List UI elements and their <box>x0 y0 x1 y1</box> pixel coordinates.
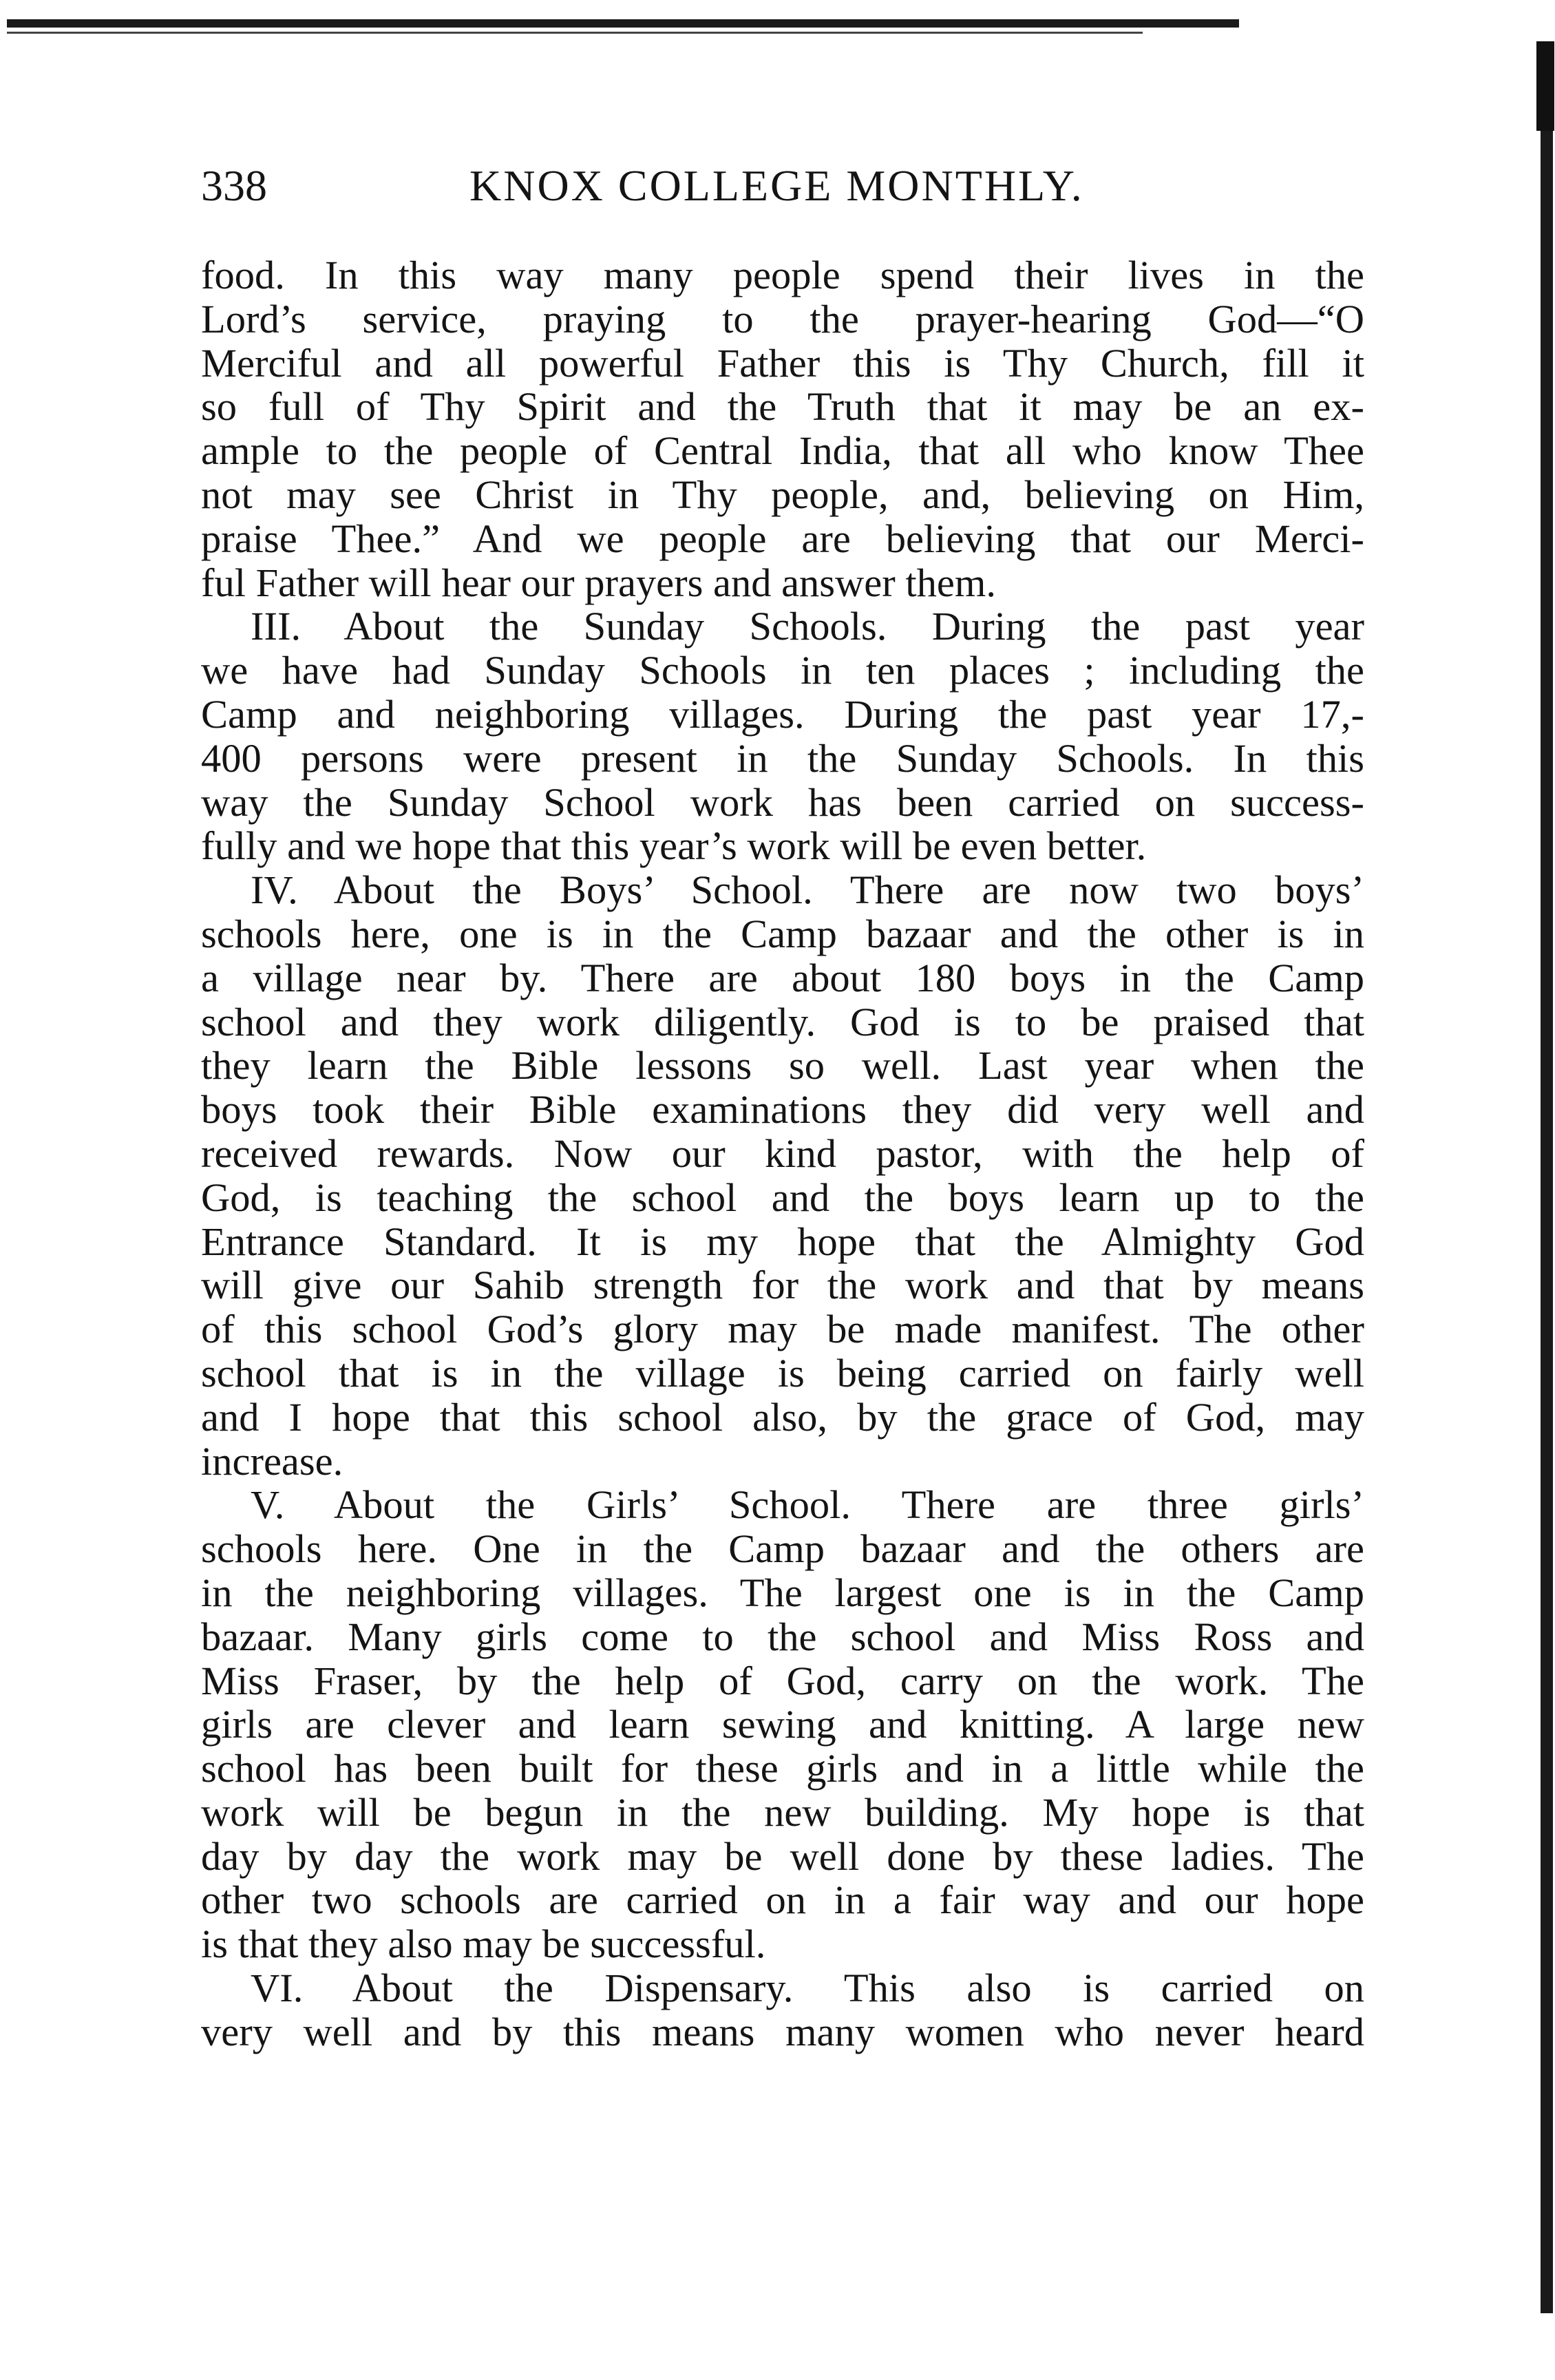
text-line: IV. About the Boys’ School. There are now two boys’ <box>251 867 1364 913</box>
text-line: III. About the Sunday Schools. During the past year <box>251 604 1364 649</box>
text-line: Camp and neighboring villages. During the past year 17,- <box>201 691 1364 737</box>
text-line: so full of Thy Spirit and the Truth that it may be an ex- <box>201 384 1364 430</box>
text-line: way the Sunday School work has been carried on success- <box>201 779 1364 825</box>
text-line: Entrance Standard. It is my hope that the Almighty God <box>201 1219 1364 1264</box>
text-line: received rewards. Now our kind pastor, with the help of <box>201 1130 1364 1176</box>
text-line: of this school God’s glory may be made manifest. The other <box>201 1307 1364 1352</box>
top-rule-thin <box>7 32 1143 34</box>
text-line: ample to the people of Central India, that all who know Thee <box>201 428 1364 474</box>
text-line: schools here. One in the Camp bazaar and the others are <box>201 1526 1364 1572</box>
text-line: V. About the Girls’ School. There are three girls’ <box>251 1482 1364 1528</box>
text-line: VI. About the Dispensary. This also is carried on <box>251 1966 1364 2011</box>
text-line: fully and we hope that this year’s work will be even better. <box>201 823 1147 869</box>
text-line: Merciful and all powerful Father this is Thy Church, fill it <box>201 340 1364 386</box>
text-line: work will be begun in the new building. My hope is that <box>201 1789 1364 1835</box>
top-rule <box>7 19 1239 28</box>
text-line: God, is teaching the school and the boys learn up to the <box>201 1175 1364 1220</box>
text-line: and I hope that this school also, by the grace of God, may <box>201 1394 1364 1440</box>
text-line: other two schools are carried on in a fair way and our hope <box>201 1877 1364 1923</box>
body-text <box>201 253 1364 2054</box>
text-line: will give our Sahib strength for the work and that by means <box>201 1263 1364 1308</box>
text-line: we have had Sunday Schools in ten places ; including the <box>201 648 1364 693</box>
page-header <box>201 155 1364 217</box>
text-line: Lord’s service, praying to the prayer-hearing God—“O <box>201 296 1364 341</box>
text-line: very well and by this means many women who never heard <box>201 2009 1364 2054</box>
text-line: girls are clever and learn sewing and knitting. A large new <box>201 1702 1364 1747</box>
text-line: school that is in the village is being carried on fairly well <box>201 1350 1364 1396</box>
text-line: they learn the Bible lessons so well. Last year when the <box>201 1043 1364 1088</box>
text-line: school has been built for these girls and in a little while the <box>201 1746 1364 1791</box>
text-line: Miss Fraser, by the help of God, carry on the work. The <box>201 1658 1364 1703</box>
text-line: bazaar. Many girls come to the school and Miss Ross and <box>201 1614 1364 1659</box>
text-line: boys took their Bible examinations they did very well and <box>201 1087 1364 1133</box>
text-line: day by day the work may be well done by these ladies. The <box>201 1833 1364 1879</box>
page-edge-shadow <box>1541 41 1553 2313</box>
text-line: ful Father will hear our prayers and answer them. <box>201 560 996 605</box>
text-line: increase. <box>201 1438 343 1484</box>
text-line: food. In this way many people spend their lives in the <box>201 253 1364 297</box>
text-line: not may see Christ in Thy people, and, believing on Him, <box>201 472 1364 517</box>
text-line: school and they work diligently. God is to be praised that <box>201 999 1364 1044</box>
text-line: schools here, one is in the Camp bazaar and the other is in <box>201 911 1364 956</box>
text-line: a village near by. There are about 180 boys in the Camp <box>201 955 1364 1000</box>
text-line: is that they also may be successful. <box>201 1921 766 1967</box>
page-number: 338 <box>201 161 267 210</box>
text-line: in the neighboring villages. The largest one is in the Camp <box>201 1570 1364 1615</box>
page-edge-shadow-top <box>1536 41 1554 131</box>
text-line: 400 persons were present in the Sunday Schools. In this <box>201 735 1364 781</box>
running-title: KNOX COLLEGE MONTHLY. <box>469 161 1084 210</box>
text-line: praise Thee.” And we people are believing that our Merci- <box>201 516 1364 561</box>
